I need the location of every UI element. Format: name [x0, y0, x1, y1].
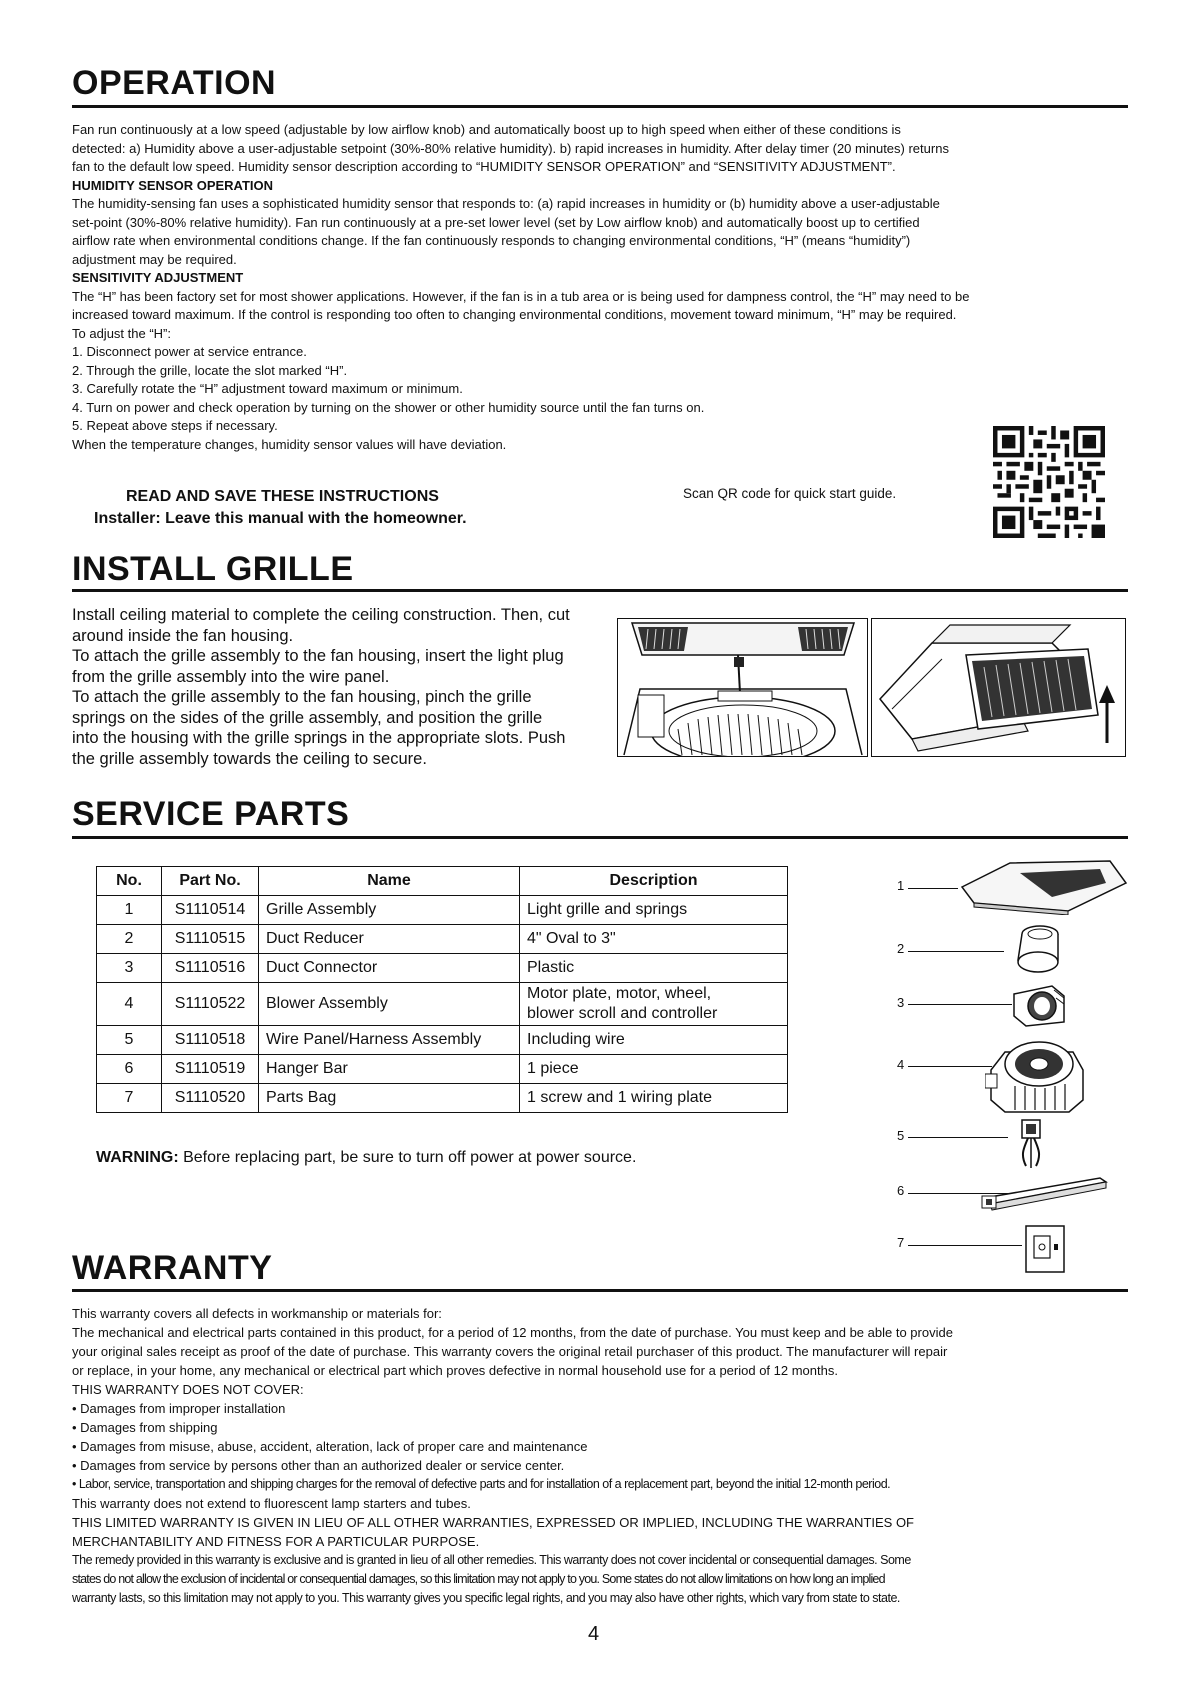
grille-line: To attach the grille assembly to the fan housing, pinch the grille: [72, 688, 532, 706]
duct-connector-icon: [1012, 982, 1068, 1028]
install-grille-text: [72, 605, 617, 769]
table-row: [97, 954, 788, 983]
warranty-line: states do not allow the exclusion of incidental or consequential damages, so this limitation may not apply to you. Some states do not allow limitations on how long an implied: [72, 1572, 885, 1586]
cell-no: 1: [97, 896, 162, 925]
cell-no: 6: [97, 1055, 162, 1084]
part-label: 1: [897, 878, 905, 893]
intro-line: Fan run continuously at a low speed (adjustable by low airflow knob) and automatically boost up to high speed when either of these conditions is: [72, 122, 901, 137]
warranty-line: The remedy provided in this warranty is exclusive and is granted in lieu of all other remedies. This warranty does not cover incidental or consequential damages. Some: [72, 1553, 911, 1567]
step-line: 4. Turn on power and check operation by turning on the shower or other humidity source until the fan turns on.: [72, 399, 705, 415]
warranty-line: your original sales receipt as proof of the date of purchase. This warranty covers the original retail purchaser of this product. The manufacturer will repair: [72, 1344, 948, 1359]
cell-description: Plastic: [520, 954, 788, 983]
part-leader-line: [908, 888, 958, 889]
table-row: [97, 896, 788, 925]
humidity-line: The humidity-sensing fan uses a sophisticated humidity sensor that responds to: (a) rapid increases in humidity or (b) humidity above a user-adjustable: [72, 196, 940, 211]
operation-heading: OPERATION: [72, 64, 277, 102]
table-row: [97, 1026, 788, 1055]
description-line: blower scroll and controller: [527, 1005, 718, 1022]
part-leader-line: [908, 1066, 992, 1067]
warranty-bullet: • Damages from misuse, abuse, accident, alteration, lack of proper care and maintenance: [72, 1439, 588, 1454]
warranty-bullet: • Damages from improper installation: [72, 1401, 286, 1416]
table-row: [97, 925, 788, 954]
step-line: 1. Disconnect power at service entrance.: [72, 344, 307, 359]
sensitivity-heading: SENSITIVITY ADJUSTMENT: [72, 270, 244, 285]
cell-name: Hanger Bar: [259, 1055, 520, 1084]
part-label: 7: [897, 1235, 905, 1250]
wire-panel-icon: [1012, 1118, 1052, 1170]
warning-text: Before replacing part, be sure to turn off power at power source.: [178, 1149, 637, 1166]
cell-no: 5: [97, 1026, 162, 1055]
cell-description: 4" Oval to 3": [520, 925, 788, 954]
cell-name: Duct Reducer: [259, 925, 520, 954]
humidity-heading: HUMIDITY SENSOR OPERATION: [72, 177, 274, 193]
cell-part-no: S1110514: [162, 896, 259, 925]
cell-no: 3: [97, 954, 162, 983]
humidity-line: adjustment may be required.: [72, 251, 237, 267]
part-label: 5: [897, 1128, 905, 1143]
warranty-heading: WARRANTY: [72, 1249, 273, 1287]
part-leader-line: [908, 1245, 1022, 1246]
service-parts-rule: [72, 836, 1128, 839]
humidity-line: airflow rate when environmental conditions change. If the fan continuously responds to changing environmental conditions, “H” (means “humidity”): [72, 233, 911, 248]
duct-reducer-icon: [1012, 924, 1064, 976]
intro-line: detected: a) Humidity above a user-adjustable setpoint (30%-80% relative humidity). b) rapid increases in humidity. After delay timer (20 minutes) returns: [72, 140, 949, 156]
warranty-text: [72, 1304, 1132, 1608]
warranty-bullet: • Labor, service, transportation and shipping charges for the removal of defective parts and for installation of a replacement part, beyond the initial 12-month period.: [72, 1477, 891, 1491]
cell-name: Duct Connector: [259, 954, 520, 983]
part-label: 2: [897, 941, 905, 956]
warranty-line: MERCHANTABILITY AND FITNESS FOR A PARTICULAR PURPOSE.: [72, 1534, 480, 1549]
part-label: 6: [897, 1183, 905, 1198]
grille-line: To attach the grille assembly to the fan housing, insert the light plug: [72, 647, 564, 665]
cell-no: 2: [97, 925, 162, 954]
sensitivity-line: increased toward maximum. If the control is responding too often to changing environmental conditions, movement toward minimum, “H” may be required.: [72, 307, 957, 322]
operation-rule: [72, 105, 1128, 108]
part-leader-line: [908, 1004, 1012, 1005]
warning-note: [96, 1149, 636, 1167]
page-number: 4: [588, 1623, 600, 1645]
part-label: 4: [897, 1057, 905, 1072]
table-row: [97, 983, 788, 1026]
sensitivity-line: To adjust the “H”:: [72, 325, 171, 341]
table-header-row: [97, 867, 788, 896]
part-leader-line: [908, 1137, 1008, 1138]
note-line: When the temperature changes, humidity sensor values will have deviation.: [72, 436, 507, 452]
warranty-line: The mechanical and electrical parts contained in this product, for a period of 12 months, from the date of purchase. You must keep and be able to provide: [72, 1325, 953, 1340]
installer-notice: Installer: Leave this manual with the homeowner.: [94, 510, 467, 527]
warranty-bullet: • Damages from shipping: [72, 1420, 218, 1435]
cell-description: 1 screw and 1 wiring plate: [520, 1084, 788, 1113]
cell-name: Grille Assembly: [259, 896, 520, 925]
cell-description: Including wire: [520, 1026, 788, 1055]
cell-description: [520, 983, 788, 1026]
cell-part-no: S1110520: [162, 1084, 259, 1113]
grille-install-illustration: [871, 618, 1126, 757]
step-line: 2. Through the grille, locate the slot marked “H”.: [72, 362, 348, 378]
cell-no: 4: [97, 983, 162, 1026]
step-line: 3. Carefully rotate the “H” adjustment toward maximum or minimum.: [72, 381, 463, 396]
warranty-line: THIS LIMITED WARRANTY IS GIVEN IN LIEU OF ALL OTHER WARRANTIES, EXPRESSED OR IMPLIED, INCLUDING THE WARRANTIES OF: [72, 1515, 914, 1530]
cell-no: 7: [97, 1084, 162, 1113]
table-row: [97, 1055, 788, 1084]
grille-line: into the housing with the grille springs in the appropriate slots. Push: [72, 729, 566, 747]
warranty-line: This warranty covers all defects in workmanship or materials for:: [72, 1306, 442, 1321]
qr-caption: Scan QR code for quick start guide.: [683, 486, 897, 501]
warranty-line: warranty lasts, so this limitation may not apply to you. This warranty gives you specific legal rights, and you may also have other rights, which vary from state to state.: [72, 1591, 900, 1605]
cell-part-no: S1110519: [162, 1055, 259, 1084]
table-row: [97, 1084, 788, 1113]
warranty-line: THIS WARRANTY DOES NOT COVER:: [72, 1382, 304, 1397]
grille-plug-illustration: [617, 618, 868, 757]
description-line: Motor plate, motor, wheel,: [527, 985, 712, 1002]
cell-part-no: S1110522: [162, 983, 259, 1026]
cell-part-no: S1110518: [162, 1026, 259, 1055]
grille-assembly-icon: [960, 857, 1128, 915]
grille-line: springs on the sides of the grille assembly, and position the grille: [72, 708, 543, 727]
qr-code-icon[interactable]: [993, 426, 1105, 538]
warranty-rule: [72, 1289, 1128, 1292]
col-header-part-no: Part No.: [162, 867, 259, 896]
cell-part-no: S1110516: [162, 954, 259, 983]
hanger-bar-icon: [980, 1172, 1110, 1216]
install-grille-heading: INSTALL GRILLE: [72, 550, 354, 588]
cell-description: Light grille and springs: [520, 896, 788, 925]
humidity-line: set-point (30%-80% relative humidity). Fan run continuously at a pre-set lower level (set by Low airflow knob) and automatically boost up to certified: [72, 214, 920, 230]
parts-table: [96, 866, 788, 1113]
warning-label: WARNING:: [96, 1149, 179, 1166]
blower-assembly-icon: [985, 1030, 1085, 1114]
part-leader-line: [908, 951, 1004, 952]
cell-part-no: S1110515: [162, 925, 259, 954]
grille-line: the grille assembly towards the ceiling to secure.: [72, 749, 427, 768]
col-header-description: Description: [520, 867, 788, 896]
step-line: 5. Repeat above steps if necessary.: [72, 418, 278, 433]
part-label: 3: [897, 995, 905, 1010]
col-header-name: Name: [259, 867, 520, 896]
cell-description: 1 piece: [520, 1055, 788, 1084]
warranty-line: or replace, in your home, any mechanical or electrical part which proves defective in normal household use for a period of 12 months.: [72, 1363, 838, 1378]
warranty-bullet: • Damages from service by persons other than an authorized dealer or service center.: [72, 1458, 565, 1473]
cell-name: Blower Assembly: [259, 983, 520, 1026]
col-header-no: No.: [97, 867, 162, 896]
sensitivity-line: The “H” has been factory set for most shower applications. However, if the fan is in a tub area or is being used for dampness control, the “H” may need to be: [72, 288, 970, 304]
grille-line: from the grille assembly into the wire panel.: [72, 667, 390, 686]
read-save-notice: READ AND SAVE THESE INSTRUCTIONS: [126, 488, 439, 505]
cell-name: Parts Bag: [259, 1084, 520, 1113]
grille-line: around inside the fan housing.: [72, 626, 294, 645]
warranty-line: This warranty does not extend to fluorescent lamp starters and tubes.: [72, 1496, 471, 1511]
parts-bag-icon: [1024, 1224, 1072, 1274]
operation-intro: [72, 121, 1132, 454]
grille-line: Install ceiling material to complete the ceiling construction. Then, cut: [72, 606, 570, 624]
intro-line: fan to the default low speed. Humidity sensor description according to “HUMIDITY SENSOR OPERATION” and “SENSITIVITY ADJUSTMENT”.: [72, 159, 896, 174]
cell-name: Wire Panel/Harness Assembly: [259, 1026, 520, 1055]
service-parts-heading: SERVICE PARTS: [72, 795, 350, 833]
install-grille-rule: [72, 589, 1128, 592]
